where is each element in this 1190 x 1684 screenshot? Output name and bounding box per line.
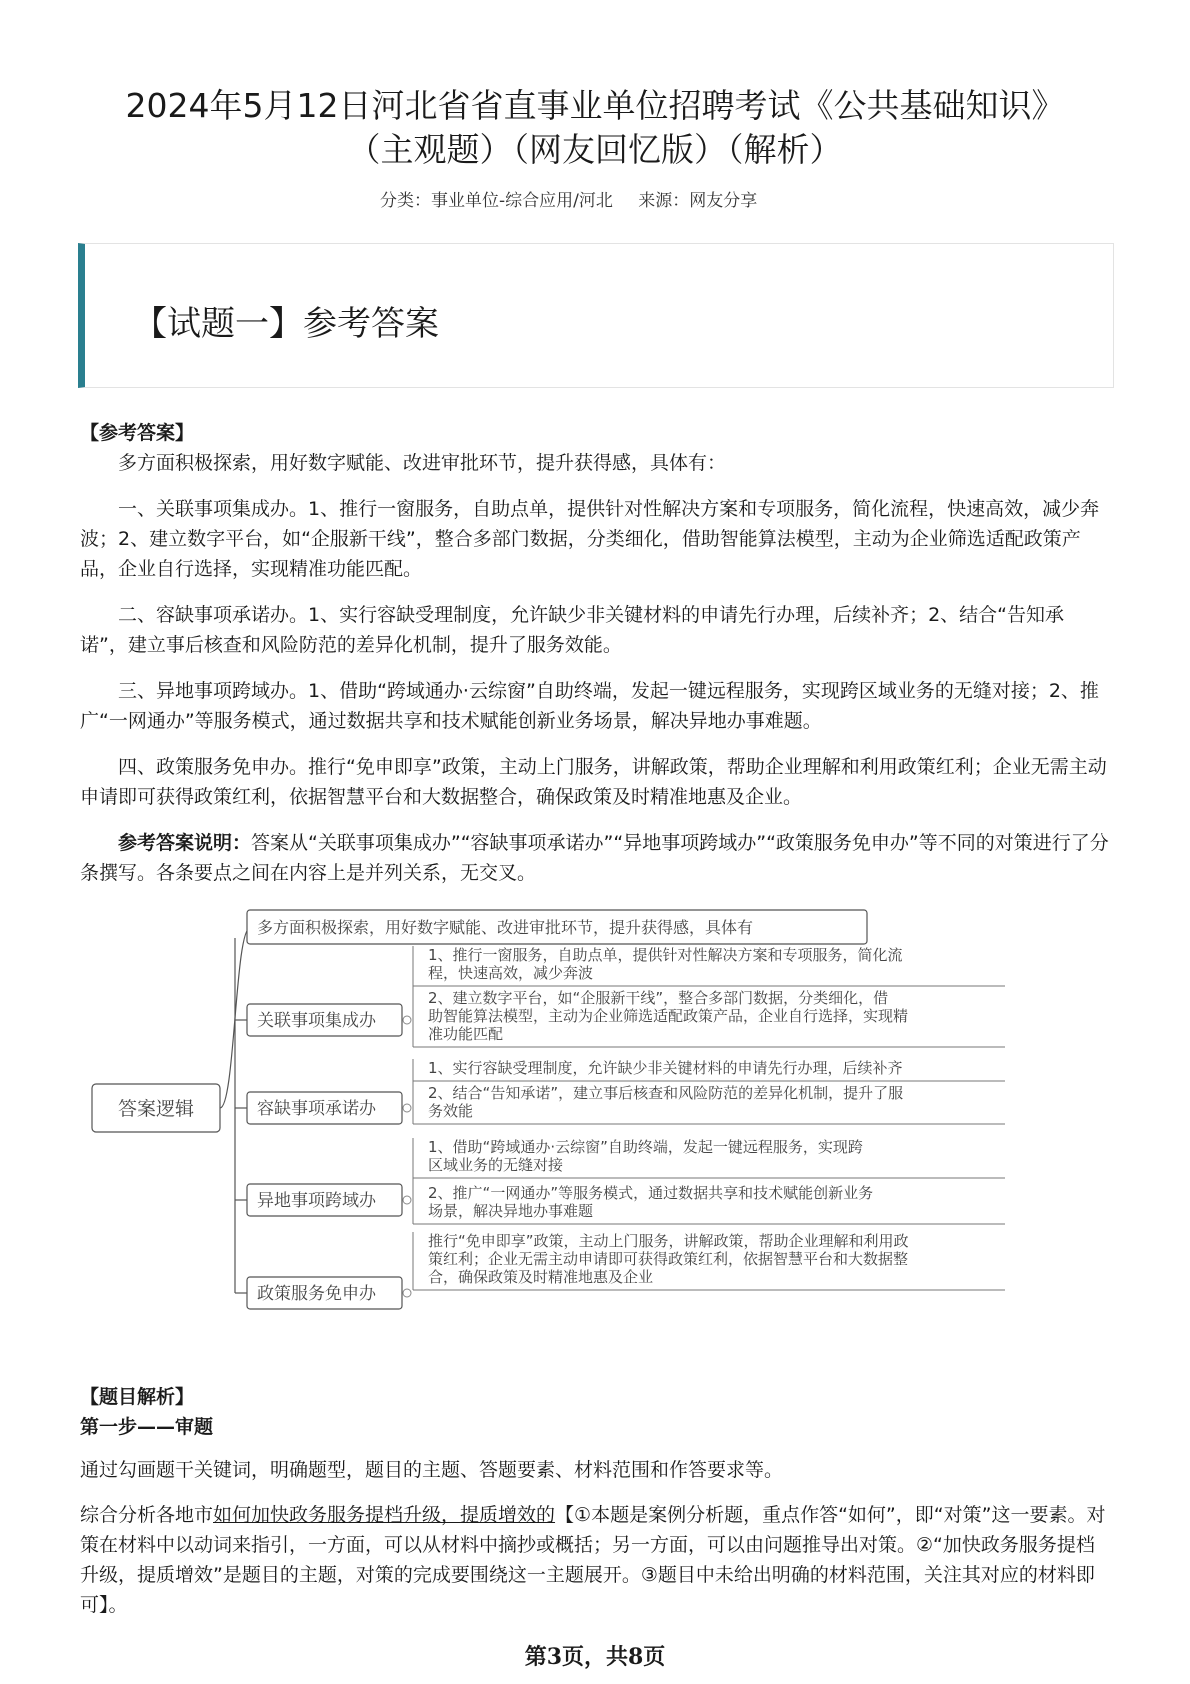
mindmap-leaf-text: 1、推行一窗服务，自助点单，提供针对性解决方案和专项服务，简化流 <box>428 946 903 964</box>
mindmap-collapse-dot <box>403 1289 411 1297</box>
mindmap-leaf-text: 务效能 <box>428 1102 474 1120</box>
title-line-1: 2024年5月12日河北省省直事业单位招聘考试《公共基础知识》 <box>125 86 1065 125</box>
mindmap-leaf-text: 1、实行容缺受理制度，允许缺少非关键材料的申请先行办理，后续补齐 <box>428 1059 903 1077</box>
title-line-2: （主观题）（网友回忆版）（解析） <box>347 130 843 169</box>
analysis-p2-underlined: 如何加快政务服务提档升级，提质增效的 <box>213 1504 556 1526</box>
answer-label: 【参考答案】 <box>80 422 195 444</box>
analysis-paragraph-1: 通过勾画题干关键词，明确题型，题目的主题、答题要素、材料范围和作答要求等。 <box>80 1459 784 1481</box>
analysis-p2-before: 综合分析各地市 <box>80 1504 214 1526</box>
answer-note-label: 参考答案说明： <box>118 832 252 854</box>
answer-note-text: 答案从“关联事项集成办”“容缺事项承诺办”“异地事项跨域办”“政策服务免申办”等不同的对策进行了分条撰写。各条要点之间在内容上是并列关系，无交叉。 <box>80 832 1109 884</box>
answer-item-2: 二、容缺事项承诺办。1、实行容缺受理制度，允许缺少非关键材料的申请先行办理，后续补齐；2、结合“告知承诺”，建立事后核查和风险防范的差异化机制，提升了服务效能。 <box>80 604 1065 656</box>
mindmap-collapse-dot <box>403 1016 411 1024</box>
document-title <box>60 84 1130 172</box>
answer-item-4: 四、政策服务免申办。推行“免申即享”政策，主动上门服务，讲解政策，帮助企业理解和利用政策红利；企业无需主动申请即可获得政策红利，依据智慧平台和大数据整合，确保政策及时精准地惠及企业。 <box>80 756 1107 808</box>
answer-item-1: 一、关联事项集成办。1、推行一窗服务，自助点单，提供针对性解决方案和专项服务，简化流程，快速高效，减少奔波；2、建立数字平台，如“企服新干线”，整合多部门数据，分类细化，借助智能算法模型，主动为企业筛选适配政策产品，企业自行选择，实现精准功能匹配。 <box>80 498 1100 580</box>
section-heading-box <box>78 243 1114 388</box>
mindmap-branch-label: 容缺事项承诺办 <box>257 1099 376 1119</box>
mindmap-leaf-text: 场景，解决异地办事难题 <box>428 1202 594 1220</box>
mindmap-intro-text: 多方面积极探索，用好数字赋能、改进审批环节，提升获得感，具体有 <box>257 918 754 937</box>
mindmap-leaf-text: 助智能算法模型，主动为企业筛选适配政策产品，企业自行选择，实现精 <box>428 1007 909 1025</box>
mindmap-root-label: 答案逻辑 <box>117 1098 195 1120</box>
mindmap-leaf-text: 2、建立数字平台，如“企服新干线”，整合多部门数据，分类细化，借 <box>428 989 889 1007</box>
mindmap-leaf-text: 区域业务的无缝对接 <box>428 1156 564 1174</box>
analysis-paragraph-2 <box>80 1500 1110 1620</box>
answer-note <box>80 828 1110 888</box>
analysis-p2-after: 【①本题是案例分析题，重点作答“如何”，即“对策”这一要素。对策在材料中以动词来指引，一方面，可以从材料中摘抄或概括；另一方面，可以由问题推导出对策。②“加快政务服务提档升级，提质增效”是题目的主题，对策的完成要围绕这一主题展开。③题目中未给出明确的材料范围，关注其对应的材料即可】。 <box>80 1504 1106 1616</box>
source-text: 来源：网友分享 <box>638 191 758 211</box>
mindmap-collapse-dot <box>403 1104 411 1112</box>
step1-title: 第一步——审题 <box>80 1416 214 1438</box>
mindmap-branch-label: 异地事项跨域办 <box>257 1191 376 1211</box>
answer-logic-mindmap <box>90 908 1110 1348</box>
mindmap-leaf-text: 2、结合“告知承诺”，建立事后核查和风险防范的差异化机制，提升了服 <box>428 1084 904 1102</box>
mindmap-leaf-text: 策红利；企业无需主动申请即可获得政策红利，依据智慧平台和大数据整 <box>428 1250 909 1268</box>
mindmap-leaf-text: 1、借助“跨域通办·云综窗”自助终端，发起一键远程服务，实现跨 <box>428 1138 863 1156</box>
document-meta <box>380 186 777 211</box>
mindmap-leaf-text: 推行“免申即享”政策，主动上门服务，讲解政策，帮助企业理解和利用政 <box>428 1232 909 1250</box>
answer-intro: 多方面积极探索，用好数字赋能、改进审批环节，提升获得感，具体有： <box>118 452 727 474</box>
mindmap-collapse-dot <box>403 1196 411 1204</box>
mindmap-leaf-text: 准功能匹配 <box>428 1025 504 1043</box>
mindmap-leaf-text: 程，快速高效，减少奔波 <box>428 964 594 982</box>
mindmap-branch-label: 关联事项集成办 <box>257 1011 376 1031</box>
page-number: 第3页，共8页 <box>524 1644 666 1670</box>
analysis-label: 【题目解析】 <box>80 1386 195 1408</box>
answer-item-3: 三、异地事项跨域办。1、借助“跨域通办·云综窗”自助终端，发起一键远程服务，实现跨区域业务的无缝对接；2、推广“一网通办”等服务模式，通过数据共享和技术赋能创新业务场景，解决异地办事难题。 <box>80 680 1099 732</box>
mindmap-leaf-text: 2、推广“一网通办”等服务模式，通过数据共享和技术赋能创新业务 <box>428 1184 874 1202</box>
section-heading: 【试题一】参考答案 <box>133 304 439 344</box>
mindmap-branch-label: 政策服务免申办 <box>257 1284 376 1304</box>
category-text: 分类：事业单位-综合应用/河北 <box>380 191 613 211</box>
mindmap-leaf-text: 合，确保政策及时精准地惠及企业 <box>428 1268 654 1286</box>
